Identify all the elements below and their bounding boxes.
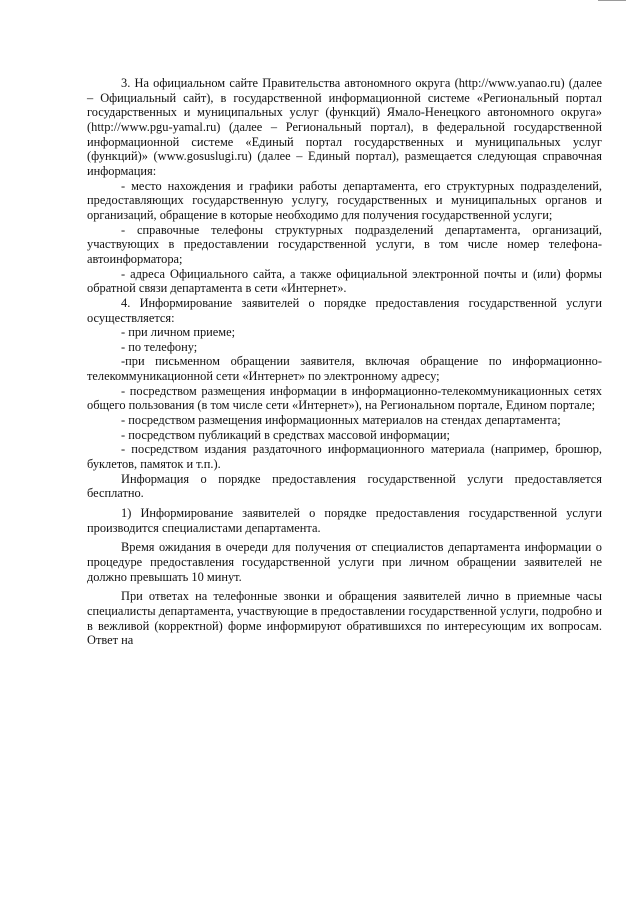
document-body (87, 76, 602, 648)
paragraph-3-portals: 3. На официальном сайте Правительства автономного округа (http://www.yanao.ru) (далее – Официальный сайт), в государственной информационной системе «Региональный портал государственных и муниципальных услуг (функций) Ямало-Ненецкого автономного округа» (http://www.pgu-yamal.ru) (далее – Региональный портал), в федеральной государственной информационной системе «Единый портал государственных и муниципальных услуг (функций)» (www.gosuslugi.ru) (далее – Единый портал), размещается следующая справочная информация: (87, 76, 602, 178)
list-item-work-schedule: - место нахождения и графики работы департамента, его структурных подразделений, предоставляющих государственную услугу, государственных и муниципальных органов и организаций, обращение в которые необходимо для получения государственной услуги; (87, 178, 602, 222)
list-item-reference-phones: - справочные телефоны структурных подразделений департамента, организаций, участвующих в предоставлении государственной услуги, в том числе номер телефона-автоинформатора; (87, 222, 602, 266)
list-item-networks: - посредством размещения информации в информационно-телекоммуникационных сетях общего пользования (в том числе сети «Интернет»), на Региональном портале, Едином портале; (87, 383, 602, 413)
list-item-mass-media: - посредством публикаций в средствах массовой информации; (121, 427, 450, 442)
list-item-handouts: - посредством издания раздаточного информационного материала (например, брошюр, буклетов, памяток и т.п.). (87, 442, 602, 472)
list-item-personal-reception: - при личном приеме; (121, 325, 236, 340)
paragraph-waiting-time: Время ожидания в очереди для получения от специалистов департамента информации о процедуре предоставления государственной услуги при личном обращении заявителей не должно превышать 10 минут. (87, 540, 602, 584)
list-item-written-request: -при письменном обращении заявителя, включая обращение по информационно-телекоммуникационной сети «Интернет» по электронному адресу; (87, 354, 602, 384)
paragraph-4-informing: 4. Информирование заявителей о порядке предоставления государственной услуги осуществляется: (87, 295, 602, 325)
list-item-stands: - посредством размещения информационных материалов на стендах департамента; (121, 413, 561, 428)
paragraph-1-specialists: 1) Информирование заявителей о порядке предоставления государственной услуги производится специалистами департамента. (87, 506, 602, 535)
page-corner-mark (598, 0, 626, 3)
paragraph-free-of-charge: Информация о порядке предоставления государственной услуги предоставляется бесплатно. (87, 471, 602, 501)
list-item-phone: - по телефону; (121, 339, 198, 354)
paragraph-phone-answers: При ответах на телефонные звонки и обращения заявителей лично в приемные часы специалисты департамента, участвующие в предоставлении государственной услуги, подробно и в вежливой (корректной) форме информируют обратившихся по интересующим их вопросам. Ответ на (87, 589, 602, 648)
list-item-site-addresses: - адреса Официального сайта, а также официальной электронной почты и (или) формы обратной связи департамента в сети «Интернет». (87, 266, 602, 296)
